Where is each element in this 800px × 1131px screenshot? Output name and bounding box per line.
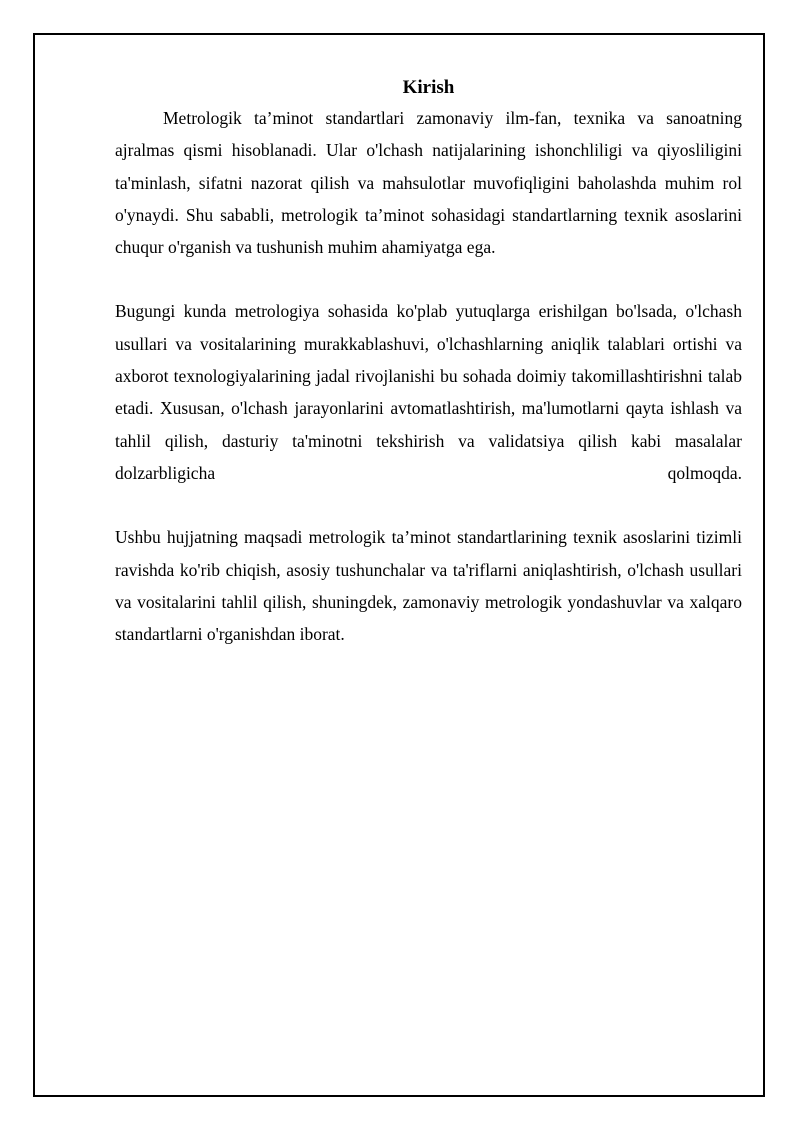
paragraph-spacer xyxy=(115,263,742,295)
paragraph-purpose: Ushbu hujjatning maqsadi metrologik ta’minot standartlarining texnik asoslarini tizimli ravishda ko'rib chiqish, asosiy tushunchalar va ta'riflarni aniqlashtirish, o'lchash usullari va vositalarini tahlil qilish, shuningdek, zamonaviy metrologik yondashuvlar va xalqaro standartlarni o'rganishdan iborat. xyxy=(115,527,742,645)
paragraph-intro: Metrologik ta’minot standartlari zamonaviy ilm-fan, texnika va sanoatning ajralmas qismi hisoblanadi. Ular o'lchash natijalarining ishonchliligi va qiyosliligini ta'minlash, sifatni nazorat qilish va mahsulotlar muvofiqligini baholashda muhim rol o'ynaydi. Shu sababli, metrologik ta’minot sohasidagi standartlarning texnik asoslarini chuqur o'rganish va tushunish muhim ahamiyatga ega. xyxy=(115,108,742,258)
paragraph-spacer xyxy=(115,489,742,521)
document-body xyxy=(115,74,742,650)
paragraph-current-state: Bugungi kunda metrologiya sohasida ko'plab yutuqlarga erishilgan bo'lsada, o'lchash usullari va vositalarining murakkablashuvi, o'lchashlarning aniqlik talablari ortishi va axborot texnologiyalarining jadal rivojlanishi bu sohada doimiy takomillashtirishni talab etadi. Xususan, o'lchash jarayonlarini avtomatlashtirish, ma'lumotlarni qayta ishlash va tahlil qilish, dasturiy ta'minotni tekshirish va validatsiya qilish kabi masalalar dolzarbligicha qolmoqda. xyxy=(115,301,742,483)
page-title: Kirish xyxy=(402,77,455,98)
